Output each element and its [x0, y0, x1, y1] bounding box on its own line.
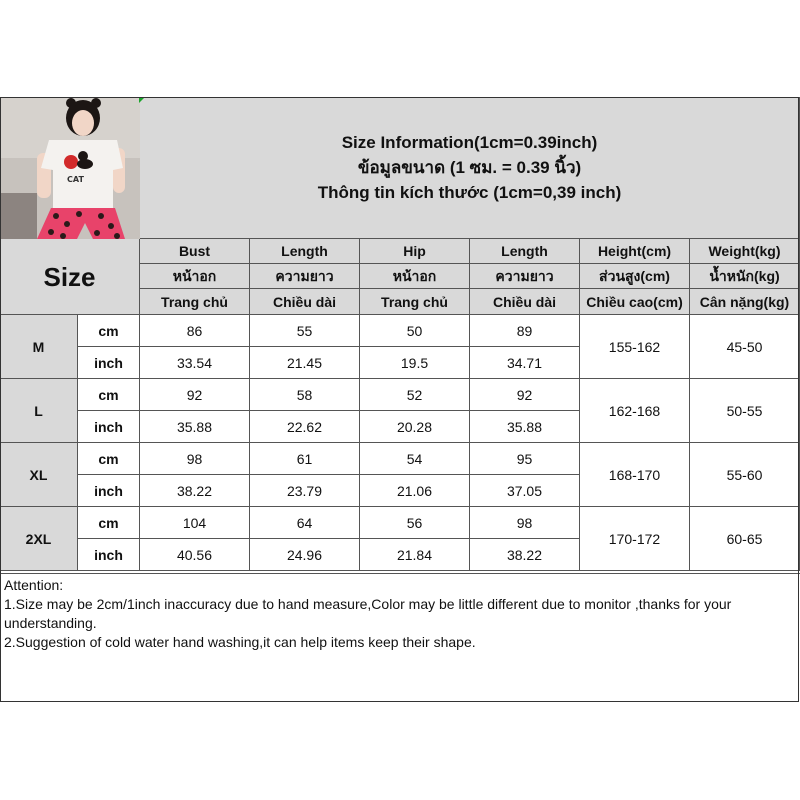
size-information-header — [140, 97, 800, 239]
attention-notes — [0, 573, 800, 703]
unit-label-inch: inch — [78, 475, 140, 507]
measurement-cell-inch: 20.28 — [360, 411, 470, 443]
size-row-label: 2XL — [0, 507, 78, 571]
column-header-th: ความยาว — [250, 264, 360, 289]
measurement-cell-cm: 89 — [470, 315, 580, 347]
info-line-vietnamese: Thông tin kích thước (1cm=0,39 inch) — [317, 183, 622, 202]
unit-label-inch: inch — [78, 411, 140, 443]
weight-range-cell: 60-65 — [690, 507, 800, 571]
measurement-cell-cm: 61 — [250, 443, 360, 475]
column-header-en: Height(cm) — [580, 239, 690, 264]
height-range-cell: 155-162 — [580, 315, 690, 379]
measurement-cell-cm: 104 — [140, 507, 250, 539]
attention-title: Attention: — [4, 577, 64, 593]
unit-label-inch: inch — [78, 347, 140, 379]
measurement-cell-cm: 54 — [360, 443, 470, 475]
column-header-vi: Chiều dài — [250, 289, 360, 315]
corner-flag — [139, 97, 145, 103]
measurement-cell-cm: 58 — [250, 379, 360, 411]
column-header-th: น้ำหนัก(kg) — [690, 264, 800, 289]
measurement-cell-inch: 21.84 — [360, 539, 470, 571]
unit-label-cm: cm — [78, 507, 140, 539]
measurement-cell-cm: 95 — [470, 443, 580, 475]
measurement-cell-inch: 35.88 — [140, 411, 250, 443]
measurement-cell-inch: 24.96 — [250, 539, 360, 571]
info-line-english: Size Information(1cm=0.39inch) — [341, 133, 598, 152]
measurement-cell-cm: 86 — [140, 315, 250, 347]
unit-label-cm: cm — [78, 443, 140, 475]
column-header-th: หน้าอก — [360, 264, 470, 289]
height-range-cell: 162-168 — [580, 379, 690, 443]
measurement-cell-inch: 35.88 — [470, 411, 580, 443]
weight-range-cell: 50-55 — [690, 379, 800, 443]
measurement-cell-inch: 38.22 — [140, 475, 250, 507]
measurement-cell-inch: 21.06 — [360, 475, 470, 507]
column-header-th: หน้าอก — [140, 264, 250, 289]
measurement-cell-cm: 50 — [360, 315, 470, 347]
measurement-cell-cm: 56 — [360, 507, 470, 539]
attention-note-2: 2.Suggestion of cold water hand washing,it can help items keep their shape. — [4, 634, 476, 650]
product-photo — [1, 98, 140, 239]
measurement-cell-cm: 52 — [360, 379, 470, 411]
measurement-cell-inch: 40.56 — [140, 539, 250, 571]
measurement-cell-cm: 92 — [140, 379, 250, 411]
size-label: Size — [0, 239, 140, 315]
model-pajama-illustration — [1, 98, 140, 239]
measurement-cell-cm: 98 — [140, 443, 250, 475]
column-header-vi: Chiều cao(cm) — [580, 289, 690, 315]
column-header-en: Length — [250, 239, 360, 264]
weight-range-cell: 55-60 — [690, 443, 800, 507]
column-header-en: Length — [470, 239, 580, 264]
column-header-en: Weight(kg) — [690, 239, 800, 264]
size-row-label: L — [0, 379, 78, 443]
measurement-cell-inch: 22.62 — [250, 411, 360, 443]
weight-range-cell: 45-50 — [690, 315, 800, 379]
size-row-label: XL — [0, 443, 78, 507]
column-header-en: Bust — [140, 239, 250, 264]
measurement-cell-cm: 98 — [470, 507, 580, 539]
column-header-vi: Trang chủ — [140, 289, 250, 315]
column-header-vi: Chiều dài — [470, 289, 580, 315]
measurement-cell-inch: 38.22 — [470, 539, 580, 571]
unit-label-cm: cm — [78, 315, 140, 347]
height-range-cell: 168-170 — [580, 443, 690, 507]
attention-note-1: 1.Size may be 2cm/1inch inaccuracy due to hand measure,Color may be little different due to monitor ,thanks for your understanding. — [4, 596, 732, 631]
column-header-th: ความยาว — [470, 264, 580, 289]
column-header-en: Hip — [360, 239, 470, 264]
measurement-cell-cm: 55 — [250, 315, 360, 347]
shirt-print-text: CAT — [67, 175, 84, 184]
height-range-cell: 170-172 — [580, 507, 690, 571]
measurement-cell-inch: 33.54 — [140, 347, 250, 379]
unit-label-inch: inch — [78, 539, 140, 571]
measurement-cell-inch: 34.71 — [470, 347, 580, 379]
column-header-vi: Cân nặng(kg) — [690, 289, 800, 315]
column-header-th: ส่วนสูง(cm) — [580, 264, 690, 289]
unit-label-cm: cm — [78, 379, 140, 411]
measurement-cell-cm: 92 — [470, 379, 580, 411]
column-header-vi: Trang chủ — [360, 289, 470, 315]
measurement-cell-inch: 37.05 — [470, 475, 580, 507]
size-row-label: M — [0, 315, 78, 379]
info-line-thai: ข้อมูลขนาด (1 ซม. = 0.39 นิ้ว) — [357, 158, 582, 177]
measurement-cell-inch: 21.45 — [250, 347, 360, 379]
measurement-cell-cm: 64 — [250, 507, 360, 539]
measurement-cell-inch: 23.79 — [250, 475, 360, 507]
measurement-cell-inch: 19.5 — [360, 347, 470, 379]
